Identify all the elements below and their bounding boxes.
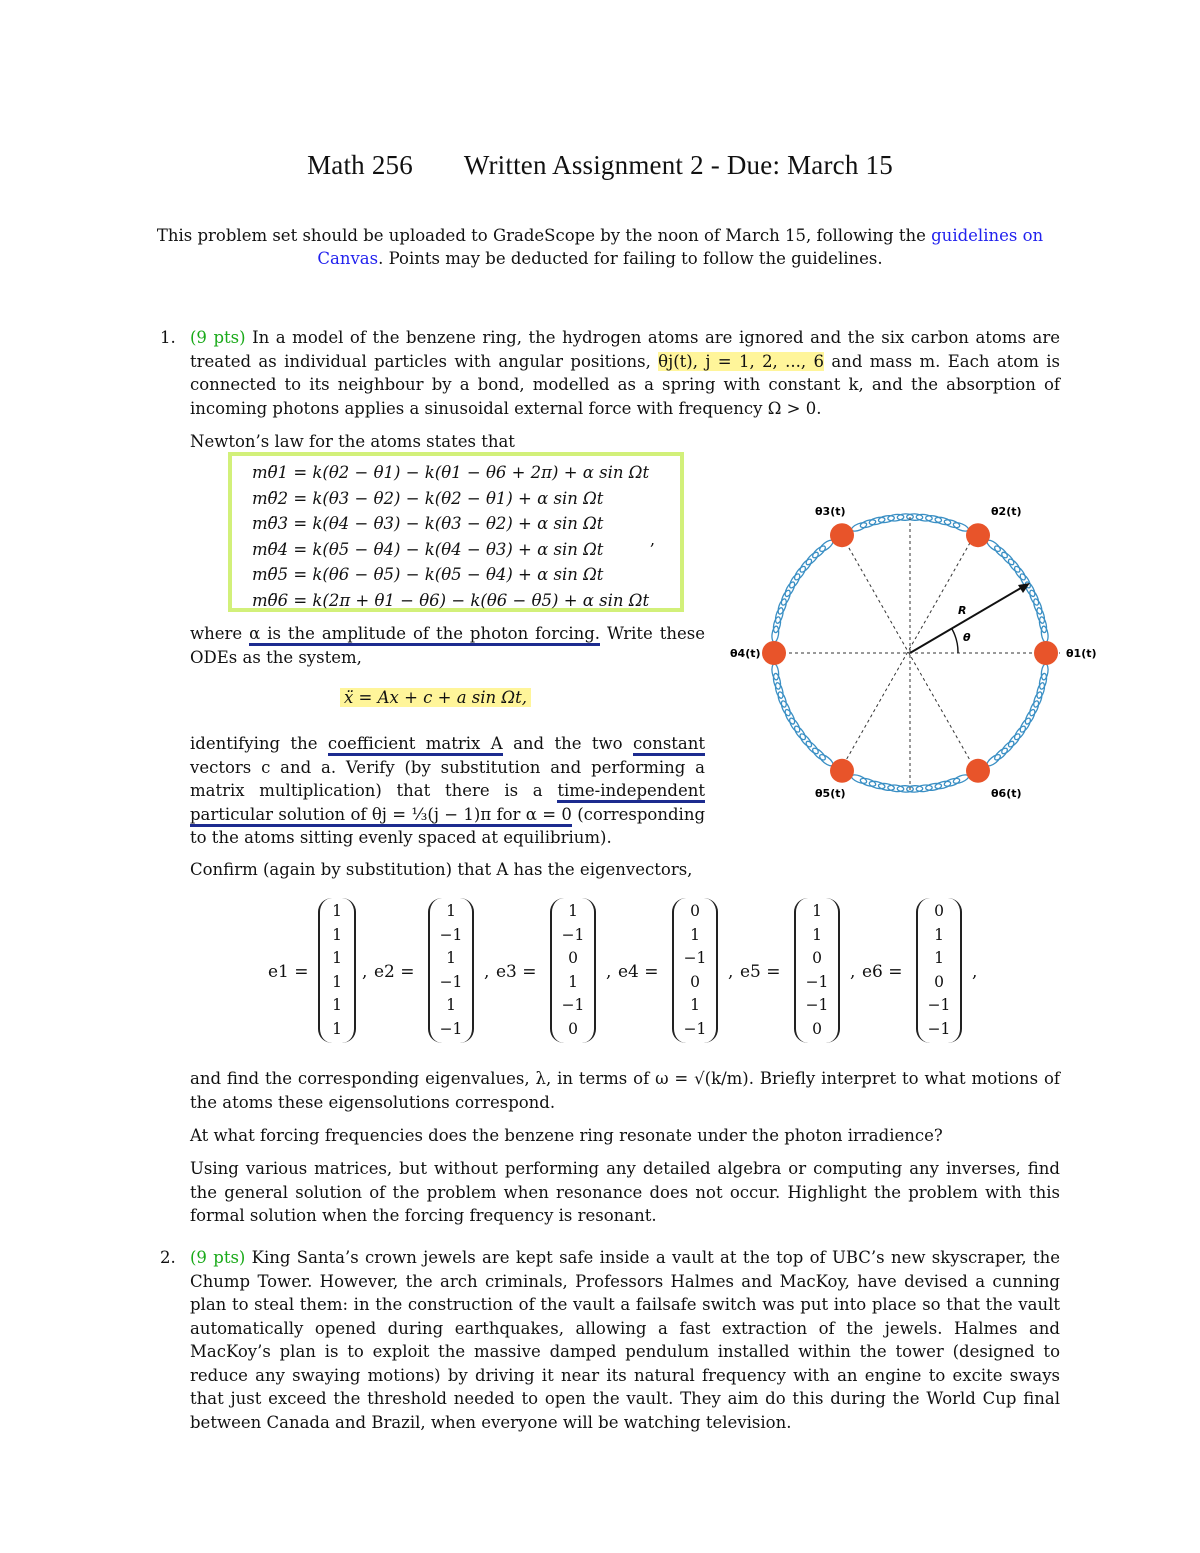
intro-paragraph: [140, 224, 1060, 270]
benzene-ring-figure: [720, 495, 1110, 805]
eigenvector-1: [318, 898, 356, 1043]
spring-coil: [798, 732, 813, 748]
particular-solution-underline: time-independent particular solution of θj = ⅓(j − 1)π for α = 0: [190, 781, 705, 827]
spring-coil: [925, 782, 942, 791]
intro-text: This problem set should be uploaded to GradeScope by the noon of March 15, following the: [156, 226, 932, 245]
eigenvector-3: [550, 898, 596, 1043]
spring-coil: [811, 544, 827, 559]
atom-label-3: θ3(t): [815, 505, 846, 518]
problem-2-number: 2.: [160, 1248, 176, 1267]
equations-comma: ,: [650, 530, 656, 549]
spring-coil: [993, 544, 1009, 559]
e5-entry: −1: [805, 996, 829, 1014]
e6-entry: −1: [927, 996, 951, 1014]
eigenvector-6: [916, 898, 962, 1043]
eigenvector-4: [672, 898, 718, 1043]
eigenvector-1-label: e1 =: [268, 962, 309, 982]
spring-coil: [804, 551, 820, 567]
e6-entry: 0: [934, 902, 944, 920]
where-text-cont: Write these ODEs as the system,: [190, 624, 705, 667]
eigenvector-6-label: e6 =: [862, 962, 903, 982]
spring-coil: [993, 746, 1009, 761]
spring-coil: [1000, 551, 1016, 567]
spring-coil: [1038, 673, 1048, 690]
problem-2-text: King Santa’s crown jewels are kept safe inside a vault at the top of UBC’s new skyscraper, the Chump Tower. However, the arch criminals, Professors Halmes and MacKoy, have devised a cunning plan to steal them: in the construction of the vault a failsafe switch was put into place so that the vault automatically opened during earthquakes, allowing a fast extraction of the jewels. Halmes and MacKoy’s plan is to exploit the massive damped pendulum installed within the tower (designed to reduce any swaying motions) by driving it near its natural frequency with an engine to excite sways that just exceed the threshold needed to open the vault. They aim do this during the World Cup final between Canada and Brazil, when everyone will be watching television.: [190, 1248, 1060, 1432]
forcing-amplitude-underline: α is the amplitude of the photon forcing.: [249, 624, 600, 646]
identify-text-b: and the two: [502, 734, 634, 753]
spring-coil: [1040, 664, 1049, 681]
e6-entry: 1: [934, 949, 944, 967]
constant-underline: constant: [633, 734, 705, 756]
page-title: [0, 150, 1200, 181]
resonance-question: At what forcing frequencies does the benzene ring resonate under the photon irradience?: [190, 1126, 943, 1145]
e5-entry: −1: [805, 972, 829, 991]
e3-entry: 1: [568, 972, 578, 991]
spring-coil: [934, 780, 951, 790]
carbon-atom-3: [830, 523, 854, 547]
e1-entry: 1: [332, 972, 342, 991]
e1-entry: 1: [332, 902, 342, 920]
e5-entry: 1: [812, 925, 822, 944]
spring-coil: [793, 725, 808, 742]
e3-entry: 0: [568, 1019, 578, 1038]
spring-coil: [1013, 565, 1028, 582]
spring-coil: [1038, 616, 1048, 633]
spring-coil: [869, 780, 886, 790]
spring-coil: [771, 626, 780, 643]
e5-entry: 0: [812, 1019, 822, 1038]
e2-entry: −1: [439, 1019, 463, 1038]
problem-1-number: 1.: [160, 328, 176, 347]
e5-entry: 0: [812, 949, 822, 967]
general-solution-paragraph: Using various matrices, but without performing any detailed algebra or computing any inverses, find the general solution of the problem when resonance does not occur. Highlight the problem with this formal solution when the forcing frequency is resonant.: [190, 1159, 1060, 1225]
e4-entry: 0: [690, 972, 700, 991]
spring-coil: [1035, 607, 1046, 624]
e3-entry: −1: [561, 925, 585, 944]
spring-coil: [1032, 691, 1043, 708]
spring-coil: [804, 740, 820, 756]
eigenvector-3-label: e3 =: [496, 962, 537, 982]
problem-1-statement: [190, 326, 1060, 420]
intro-text-end: . Points may be deducted for failing to follow the guidelines.: [378, 249, 883, 268]
eigenvector-5-sep: ,: [850, 962, 856, 982]
identify-text-d: (corresponding to the atoms sitting evenly spaced at equilibrium).: [190, 804, 706, 847]
eigenvalue-paragraph: and find the corresponding eigenvalues, λ, in terms of ω = √(k/m). Briefly interpret to what motions of the atoms these eigensolutions correspond.: [190, 1069, 1060, 1112]
eigenvector-5: [794, 898, 840, 1043]
spring-coil: [869, 516, 886, 526]
atom-label-2: θ2(t): [991, 505, 1022, 518]
angular-positions-highlight: θj(t), j = 1, 2, ..., 6: [658, 351, 824, 371]
spring-coil: [878, 515, 895, 524]
assignment-title: Written Assignment 2 - Due: March 15: [463, 150, 893, 180]
spring-coil: [1040, 626, 1049, 643]
matrix-system: [340, 688, 531, 707]
system-equation: ẍ = Ax + c + a sin Ωt,: [340, 688, 531, 707]
eigenvector-1-sep: ,: [362, 962, 368, 982]
atom-label-4: θ4(t): [730, 647, 761, 660]
guidelines-link[interactable]: guidelines on Canvas: [317, 226, 1044, 268]
e6-entry: −1: [927, 1019, 951, 1038]
spring-coil: [1007, 732, 1022, 748]
spring-coil: [776, 598, 787, 615]
e4-entry: 0: [690, 902, 700, 920]
e3-entry: −1: [561, 996, 585, 1014]
radius-label: R: [958, 604, 967, 617]
spring-coil: [925, 515, 942, 524]
where-paragraph: [190, 622, 705, 669]
newton-law-intro: Newton’s law for the atoms states that: [190, 432, 515, 451]
angle-label: θ: [963, 631, 971, 644]
e6-entry: 0: [934, 972, 944, 991]
spring-coil: [878, 782, 895, 791]
carbon-atom-1: [1034, 641, 1058, 665]
spring-coil: [772, 616, 782, 633]
identify-paragraph: [190, 732, 705, 850]
e6-entry: 1: [934, 925, 944, 944]
eigenvector-5-label: e5 =: [740, 962, 781, 982]
problem-1-points: (9 pts): [190, 328, 246, 347]
e2-entry: 1: [446, 949, 456, 967]
equation-1: mθ̈1 = k(θ2 − θ1) − k(θ1 − θ6 + 2π) + α sin Ωt: [252, 463, 650, 482]
spring-coil: [771, 664, 780, 681]
equation-4: mθ̈4 = k(θ5 − θ4) − k(θ4 − θ3) + α sin Ωt: [252, 539, 604, 559]
e3-entry: 1: [568, 902, 578, 920]
equation-6: mθ̈6 = k(2π + θ1 − θ6) − k(θ6 − θ5) + α sin Ωt: [252, 590, 650, 610]
e2-entry: −1: [439, 925, 463, 944]
problem-1-text-cont: and mass m. Each atom is connected to its neighbour by a bond, modelled as a spring with constant k, and the absorption of incoming photons applies a sinusoidal external force with frequency Ω > 0.: [190, 351, 1060, 418]
eigenvector-6-sep: ,: [972, 962, 978, 982]
e3-entry: 0: [568, 949, 578, 967]
where-text: where: [190, 624, 250, 643]
problem-2-points: (9 pts): [190, 1248, 246, 1267]
spring-coil: [943, 518, 960, 529]
atom-label-6: θ6(t): [991, 787, 1022, 800]
spring-coil: [772, 673, 782, 690]
carbon-atom-6: [966, 759, 990, 783]
e4-entry: 1: [690, 925, 700, 944]
spring-coil: [1007, 557, 1022, 573]
identify-text: identifying the: [190, 734, 328, 753]
eigenvector-2: [428, 898, 474, 1043]
e4-entry: 1: [690, 996, 700, 1014]
equation-2: mθ̈2 = k(θ3 − θ2) − k(θ2 − θ1) + α sin Ωt: [252, 488, 604, 508]
course-title: Math 256: [307, 150, 413, 180]
spring-coil: [859, 518, 876, 529]
spring-coil: [1000, 740, 1016, 756]
e1-entry: 1: [332, 925, 342, 944]
problem-1-text: In a model of the benzene ring, the hydrogen atoms are ignored and the six carbon atoms are treated as individual particles with angular positions,: [190, 328, 1061, 371]
eigenvector-2-sep: ,: [484, 962, 490, 982]
e2-entry: 1: [446, 996, 456, 1014]
identify-text-c: vectors c and a. Verify (by substitution and performing a matrix multiplication) that there is a: [190, 757, 705, 800]
spring-coil: [1013, 725, 1028, 742]
eigenvector-3-sep: ,: [606, 962, 612, 982]
carbon-atom-2: [966, 523, 990, 547]
atom-label-5: θ5(t): [815, 787, 846, 800]
e1-entry: 1: [332, 996, 342, 1014]
spring-coil: [859, 777, 876, 788]
e5-entry: 1: [812, 902, 822, 920]
problem-2-statement: [190, 1246, 1060, 1434]
carbon-atom-5: [830, 759, 854, 783]
equation-5: mθ̈5 = k(θ6 − θ5) − k(θ5 − θ4) + α sin Ωt: [252, 565, 604, 584]
e2-entry: 1: [446, 902, 456, 920]
e4-entry: −1: [683, 1019, 707, 1038]
eigenvector-4-sep: ,: [728, 962, 734, 982]
angle-arc: [952, 629, 958, 653]
eigenvector-2-label: e2 =: [374, 962, 415, 982]
spring-coil: [934, 516, 951, 526]
eigenvector-4-label: e4 =: [618, 962, 659, 982]
spring-coil: [798, 557, 813, 573]
coefficient-matrix-underline: coefficient matrix A: [328, 734, 503, 756]
spring-coil: [774, 682, 785, 699]
e1-entry: 1: [332, 949, 342, 967]
spring-coil: [774, 607, 785, 624]
carbon-atom-4: [762, 641, 786, 665]
e4-entry: −1: [683, 949, 707, 967]
e2-entry: −1: [439, 972, 463, 991]
newton-equations-box: [228, 452, 684, 612]
spring-coil: [1035, 682, 1046, 699]
spring-coil: [943, 777, 960, 788]
e1-entry: 1: [332, 1019, 342, 1038]
atom-label-1: θ1(t): [1066, 647, 1097, 660]
confirm-eigenvectors: Confirm (again by substitution) that A has the eigenvectors,: [190, 860, 693, 879]
spring-coil: [811, 746, 827, 761]
spring-coil: [793, 565, 808, 582]
equation-3: mθ̈3 = k(θ4 − θ3) − k(θ3 − θ2) + α sin Ωt: [252, 514, 604, 533]
